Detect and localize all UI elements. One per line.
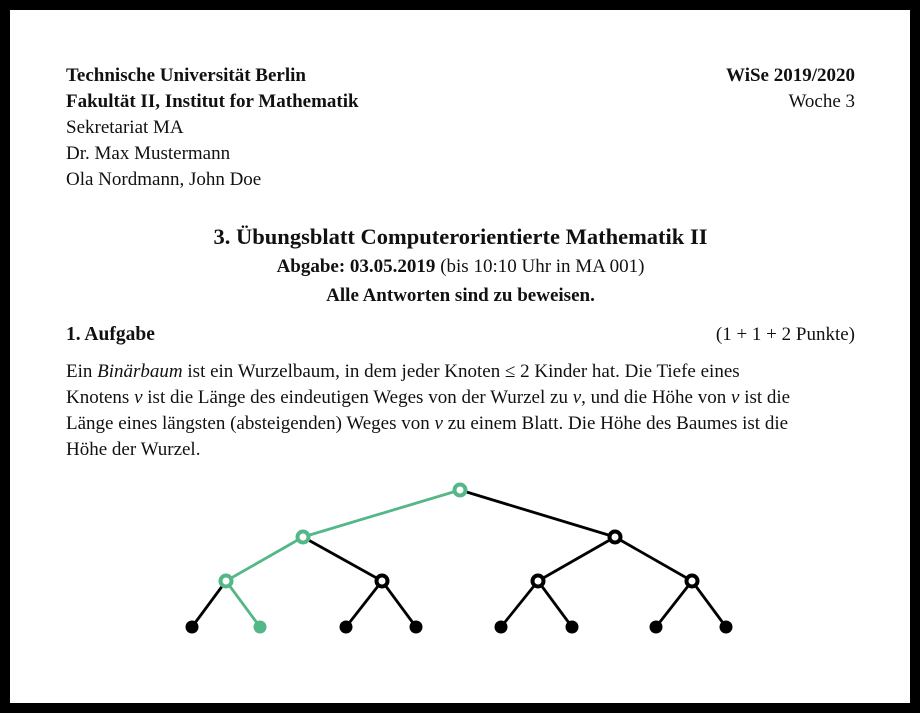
tree-edge-l1l-l2a [226, 537, 303, 581]
tree-edge-l2c-leaf6 [538, 581, 572, 627]
header-right-line-0: WiSe 2019/2020 [726, 65, 855, 86]
paragraph-line-0 [66, 359, 855, 385]
proof-note-line: Alle Antworten sind zu beweisen. [326, 285, 595, 306]
header-meta-block [726, 63, 855, 115]
deadline-date: Abgabe: 03.05.2019 [276, 256, 436, 277]
math-term: v [134, 387, 143, 408]
math-term: Binärbaum [97, 361, 183, 382]
title-block [66, 222, 855, 310]
text-segment: ist die [739, 387, 791, 408]
tree-node-l2c [533, 576, 544, 587]
tree-edge-l2b-leaf4 [382, 581, 416, 627]
text-segment: Knotens [66, 387, 135, 408]
deadline-line [66, 252, 855, 281]
tree-node-leaf2 [254, 621, 267, 634]
header-left-line-0: Technische Universität Berlin [66, 65, 306, 86]
header-left-line-4: Ola Nordmann, John Doe [66, 169, 262, 190]
tree-node-l1l [298, 532, 309, 543]
header-left-line-2: Sekretariat MA [66, 117, 184, 138]
tree-node-leaf3 [340, 621, 353, 634]
text-segment: zu einem Blatt. Die Höhe des Baumes ist die [442, 413, 789, 434]
exercise-heading: 1. Aufgabe [66, 324, 155, 345]
tree-edge-l2c-leaf5 [501, 581, 538, 627]
math-term: v [731, 387, 740, 408]
paragraph-line-3 [66, 437, 855, 463]
sheet-title: 3. Übungsblatt Computerorientierte Mathematik II [213, 224, 708, 249]
exercise-points: (1 + 1 + 2 Punkte) [715, 324, 855, 345]
tree-edge-l1r-l2c [538, 537, 615, 581]
header-left-line-3: Dr. Max Mustermann [66, 143, 231, 164]
binary-tree-figure [10, 477, 910, 662]
paragraph-line-2 [66, 411, 855, 437]
tree-edge-root-l1r [460, 490, 615, 537]
tree-node-leaf4 [410, 621, 423, 634]
tree-edge-root-l1l [303, 490, 460, 537]
header-address-block [66, 63, 359, 193]
tree-edge-l2a-leaf1 [192, 581, 226, 627]
tree-edge-l2a-leaf2 [226, 581, 260, 627]
tree-node-leaf1 [186, 621, 199, 634]
tree-edge-l1l-l2b [303, 537, 382, 581]
document-page [10, 10, 910, 703]
text-segment: , und die Höhe von [581, 387, 731, 408]
header-right-line-1: Woche 3 [788, 91, 855, 112]
tree-edge-l2b-leaf3 [346, 581, 382, 627]
document-header [66, 63, 855, 193]
exercise-heading-row [66, 322, 855, 348]
text-segment: ist ein Wurzelbaum, in dem jeder Knoten ≤ 2 Kinder hat. Die Tiefe eines [182, 361, 740, 382]
tree-edge-l2d-leaf8 [692, 581, 726, 627]
tree-edge-l2d-leaf7 [656, 581, 692, 627]
tree-node-l2b [377, 576, 388, 587]
text-segment: Länge eines längsten (absteigenden) Weges von [66, 413, 435, 434]
tree-node-l2d [687, 576, 698, 587]
math-term: v [434, 413, 443, 434]
paragraph-line-1 [66, 385, 855, 411]
tree-node-leaf7 [650, 621, 663, 634]
exercise-paragraph [66, 359, 855, 463]
tree-node-leaf6 [566, 621, 579, 634]
tree-node-leaf5 [495, 621, 508, 634]
deadline-details: (bis 10:10 Uhr in MA 001) [435, 256, 645, 277]
math-term: v [572, 387, 582, 408]
tree-node-leaf8 [720, 621, 733, 634]
tree-node-l1r [610, 532, 621, 543]
tree-node-root [455, 485, 466, 496]
text-segment: Höhe der Wurzel. [66, 439, 201, 460]
tree-edge-l1r-l2d [615, 537, 692, 581]
text-segment: Ein [66, 361, 98, 382]
header-left-line-1: Fakultät II, Institut for Mathematik [66, 91, 359, 112]
text-segment: ist die Länge des eindeutigen Weges von der Wurzel zu [142, 387, 573, 408]
tree-node-l2a [221, 576, 232, 587]
